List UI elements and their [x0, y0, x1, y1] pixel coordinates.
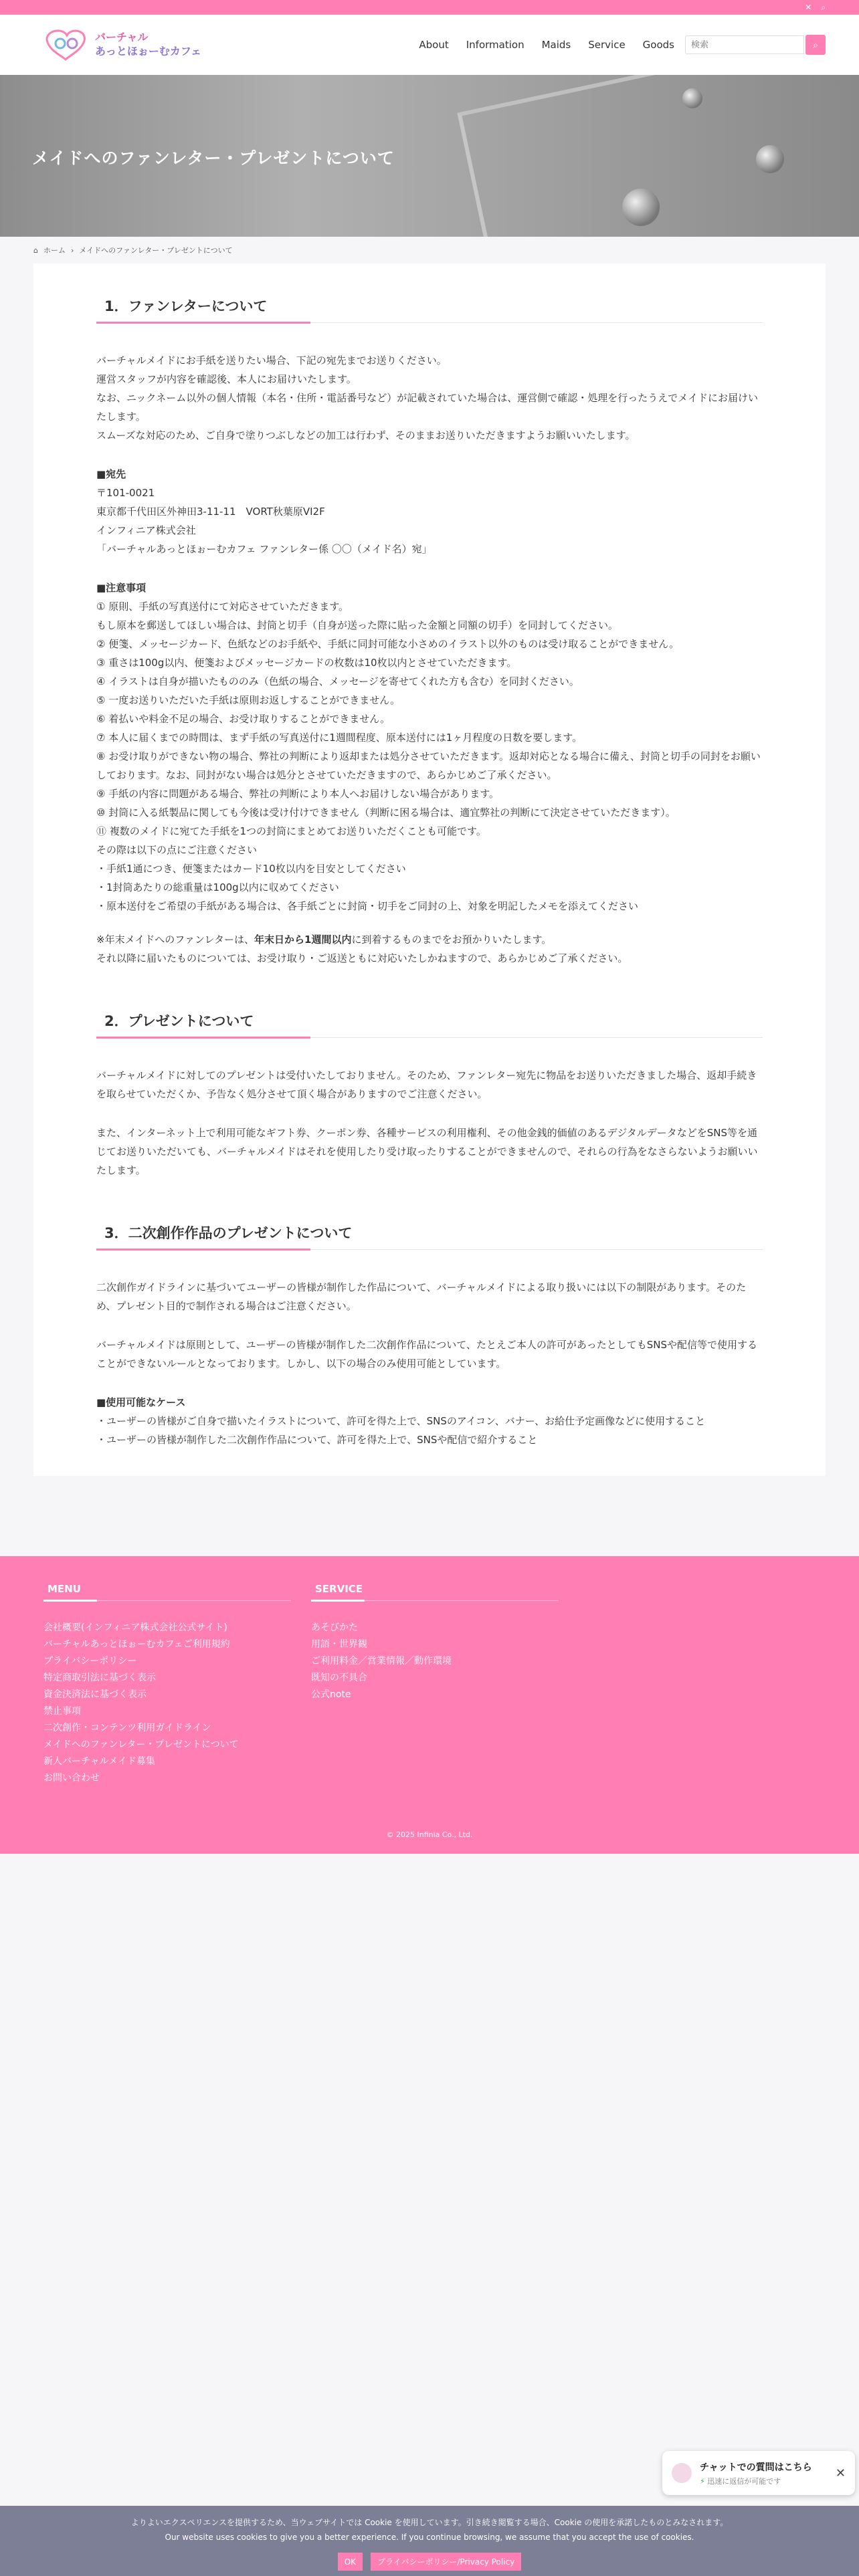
copyright: © 2025 Infinia Co., Ltd. [386, 1830, 473, 1839]
footer-link[interactable]: 資金決済法に基づく表示 [43, 1689, 147, 1700]
chat-status-text: 迅速に返信が可能です [707, 2476, 781, 2486]
note-item: ⑩ 封筒に入る紙製品に関しても今後は受け付けできません（判断に困る場合は、適宜弊社の判断にて決定させていただきます）。 [96, 807, 676, 819]
search-button[interactable] [805, 35, 826, 55]
section-heading-fan-works: 3．二次創作作品のプレゼントについて [96, 1222, 763, 1250]
note-item: ・原本送付をご希望の手紙がある場合は、各手紙ごとに封筒・切手をご同封の上、対象を明記したメモを添えてください [96, 900, 639, 912]
paragraph: 運営スタッフが内容を確認後、本人にお届けいたします。 [96, 373, 357, 385]
note-item: ④ イラストは自身が描いたもののみ（色紙の場合、メッセージを寄せてくれた方も含む）を同封ください。 [96, 675, 579, 687]
paragraph: バーチャルメイドは原則として、ユーザーの皆様が制作した二次創作作品について、たとえご本人の許可があったとしてもSNSや配信等で使用することができないルールとなっております。しかし、以下の場合のみ使用可能としています。 [96, 1339, 758, 1370]
nav-service[interactable]: Service [588, 39, 626, 51]
chat-title: チャットでの質問はこちら [700, 2462, 812, 2473]
footer-link[interactable]: プライバシーポリシー [43, 1656, 137, 1667]
cookie-text-ja: よりよいエクスペリエンスを提供するため、当ウェブサイトでは Cookie を使用しています。引き続き閲覧する場合、Cookie の使用を承諾したものとみなされます。 [130, 2518, 729, 2527]
home-icon: ⌂ [33, 245, 38, 255]
nav-information[interactable]: Information [466, 39, 524, 51]
address-line: 「バーチャルあっとほぉーむカフェ ファンレター係 〇〇（メイド名）宛」 [96, 543, 432, 555]
footer-link[interactable]: 既知の不具合 [311, 1673, 367, 1683]
note-item: ⑦ 本人に届くまでの時間は、まず手紙の写真送付に1週間程度、原本送付には1ヶ月程度の日数を要します。 [96, 732, 583, 744]
page-hero [0, 75, 859, 237]
logo-text-line1: バーチャル [95, 31, 149, 44]
footer-link[interactable]: ご利用料金／営業情報／動作環境 [311, 1656, 452, 1667]
footer-link[interactable]: メイドへのファンレター・プレゼントについて [43, 1739, 239, 1750]
footer-link[interactable]: あそびかた [311, 1622, 358, 1633]
footer-link[interactable]: 公式note [311, 1689, 351, 1700]
paragraph: 二次創作ガイドラインに基づいてユーザーの皆様が制作した作品について、バーチャルメイドによる取り扱いには以下の制限があります。そのため、プレゼント目的で制作される場合はご注意ください。 [96, 1281, 747, 1312]
footnote-post: に到着するものまでをお預かりいたします。 [351, 934, 552, 946]
note-item: その際は以下の点にご注意ください [96, 844, 258, 856]
main-content [33, 263, 826, 1476]
chat-widget[interactable] [662, 2451, 855, 2495]
paragraph: バーチャルメイドに対してのプレゼントは受付いたしておりません。そのため、ファンレター宛先に物品をお送りいただきました場合、返却手続きを取らせていただくか、予告なく処分させて頂く場合がありますのでご注意ください。 [96, 1069, 757, 1100]
cookie-text-en: Our website uses cookies to give you a better experience. If you continue browsing, we assume that you accept the use of cookies. [165, 2533, 694, 2542]
cookie-ok-button[interactable]: OK [338, 2553, 363, 2571]
site-footer [0, 1556, 859, 1854]
site-logo[interactable] [40, 26, 201, 64]
note-item: ① 原則、手紙の写真送付にて対応させていただきます。 [96, 601, 349, 613]
header-search [685, 35, 826, 55]
section-heading-fan-letter: 1．ファンレターについて [96, 296, 763, 323]
footnote-pre: ※年末メイドへのファンレターは、 [96, 934, 254, 946]
footer-service-title: SERVICE [311, 1583, 559, 1601]
hero-background-decoration [682, 88, 702, 108]
lightning-icon: ⚡ [700, 2476, 705, 2486]
footer-link[interactable]: 禁止事項 [43, 1706, 81, 1717]
address-line: 〒101-0021 [96, 487, 155, 499]
note-item: ・手紙1通につき、便箋またはカード10枚以内を目安としてください [96, 863, 406, 875]
hero-background-decoration [622, 189, 660, 226]
chat-avatar [672, 2463, 692, 2483]
logo-mark-icon [40, 26, 90, 64]
chat-status [700, 2476, 812, 2486]
footnote [96, 930, 763, 949]
main-nav [419, 39, 674, 51]
note-item: ⑪ 複数のメイドに宛てた手紙を1つの封筒にまとめてお送りいただくことも可能です。 [96, 825, 486, 837]
note-item: ⑤ 一度お送りいただいた手紙は原則お返しすることができません。 [96, 694, 401, 706]
search-icon: ⌕ [813, 39, 818, 50]
logo-text-line2: あっとほぉーむカフェ [95, 45, 202, 58]
footer-menu [43, 1583, 258, 1787]
cookie-banner [0, 2506, 859, 2576]
nav-goods[interactable]: Goods [642, 39, 674, 51]
nav-maids[interactable]: Maids [541, 39, 571, 51]
note-item: もし原本を郵送してほしい場合は、封筒と切手（自身が送った際に貼った金額と同額の切手）を同封してください。 [96, 619, 619, 631]
search-icon[interactable]: ⌕ [821, 3, 826, 12]
footnote: それ以降に届いたものについては、お受け取り・ご返送ともに対応いたしかねますので、あらかじめご了承ください。 [96, 952, 628, 964]
note-item: ⑥ 着払いや料金不足の場合、お受け取りすることができません。 [96, 713, 391, 725]
case-item: ・ユーザーの皆様がご自身で描いたイラストについて、許可を得た上で、SNSのアイコン、バナー、お給仕予定画像などに使用すること [96, 1415, 706, 1427]
footer-link[interactable]: 新人バーチャルメイド募集 [43, 1756, 155, 1767]
footer-link[interactable]: 会社概要(インフィニア株式会社公式サイト) [43, 1622, 227, 1633]
section-heading-presents: 2．プレゼントについて [96, 1010, 763, 1038]
breadcrumb-current: メイドへのファンレター・プレゼントについて [79, 246, 233, 255]
paragraph: また、インターネット上で利用可能なギフト券、クーポン券、各種サービスの利用権利、その他金銭的価値のあるデジタルデータなどをSNS等を通じてお送りいただいても、バーチャルメイドはそれを使用したり受け取ったりすることができませんので、それらの行為をなさらないようお願いいたします。 [96, 1127, 758, 1176]
x-social-icon[interactable]: ✕ [805, 3, 812, 12]
note-item: ② 便箋、メッセージカード、色紙などのお手紙や、手紙に同封可能な小さめのイラスト以外のものは受け取ることができません。 [96, 638, 680, 650]
note-item: ・1封筒あたりの総重量は100g以内に収めてください [96, 881, 339, 893]
paragraph: スムーズな対応のため、ご自身で塗りつぶしなどの加工は行わず、そのままお送りいただきますようお願いいたします。 [96, 429, 636, 441]
address-title: ■宛先 [96, 468, 126, 480]
cases-title: ■使用可能なケース [96, 1396, 186, 1408]
footer-link[interactable]: 二次創作・コンテンツ利用ガイドライン [43, 1723, 211, 1733]
footer-service [311, 1583, 525, 1787]
nav-about[interactable]: About [419, 39, 449, 51]
footer-link[interactable]: お問い合わせ [43, 1773, 100, 1784]
address-line: インフィニア株式会社 [96, 524, 196, 536]
search-input[interactable] [685, 35, 804, 54]
address-line: 東京都千代田区外神田3-11-11 VORT秋葉原VI2F [96, 506, 325, 518]
footer-link[interactable]: バーチャルあっとほぉーむカフェご利用規約 [43, 1639, 230, 1650]
site-header [0, 15, 859, 75]
paragraph: バーチャルメイドにお手紙を送りたい場合、下記の宛先までお送りください。 [96, 354, 447, 366]
page-title: メイドへのファンレター・プレゼントについて [32, 148, 395, 168]
top-bar [0, 0, 859, 15]
chevron-right-icon: › [70, 245, 74, 255]
case-item: ・ユーザーの皆様が制作した二次創作作品について、許可を得た上で、SNSや配信で紹介すること [96, 1434, 538, 1446]
privacy-policy-button[interactable]: プライバシーポリシー/Privacy Policy [371, 2553, 521, 2571]
paragraph: なお、ニックネーム以外の個人情報（本名・住所・電話番号など）が記載されていた場合は、運営側で確認・処理を行ったうえでメイドにお届けいたします。 [96, 392, 758, 423]
close-icon[interactable]: ✕ [835, 2466, 846, 2480]
hero-background-decoration [756, 145, 784, 173]
note-item: ③ 重さは100g以内、便箋およびメッセージカードの枚数は10枚以内とさせていただきます。 [96, 657, 517, 669]
note-item: ⑧ お受け取りができない物の場合、弊社の判断により返却または処分させていただきます。返却対応となる場合に備え、封筒と切手の同封をお願いしております。なお、同封がない場合は処分とさせていただきますので、あらかじめご了承ください。 [96, 750, 761, 781]
footer-link[interactable]: 用語・世界観 [311, 1639, 367, 1650]
footnote-deadline: 年末日から1週間以内 [254, 934, 352, 946]
note-item: ⑨ 手紙の内容に問題がある場合、弊社の判断により本人へお届けしない場合があります。 [96, 788, 500, 800]
notes-title: ■注意事項 [96, 582, 147, 594]
footer-link[interactable]: 特定商取引法に基づく表示 [43, 1673, 156, 1683]
breadcrumb [0, 237, 859, 263]
footer-menu-title: MENU [43, 1583, 291, 1601]
breadcrumb-home[interactable]: ホーム [43, 246, 66, 255]
